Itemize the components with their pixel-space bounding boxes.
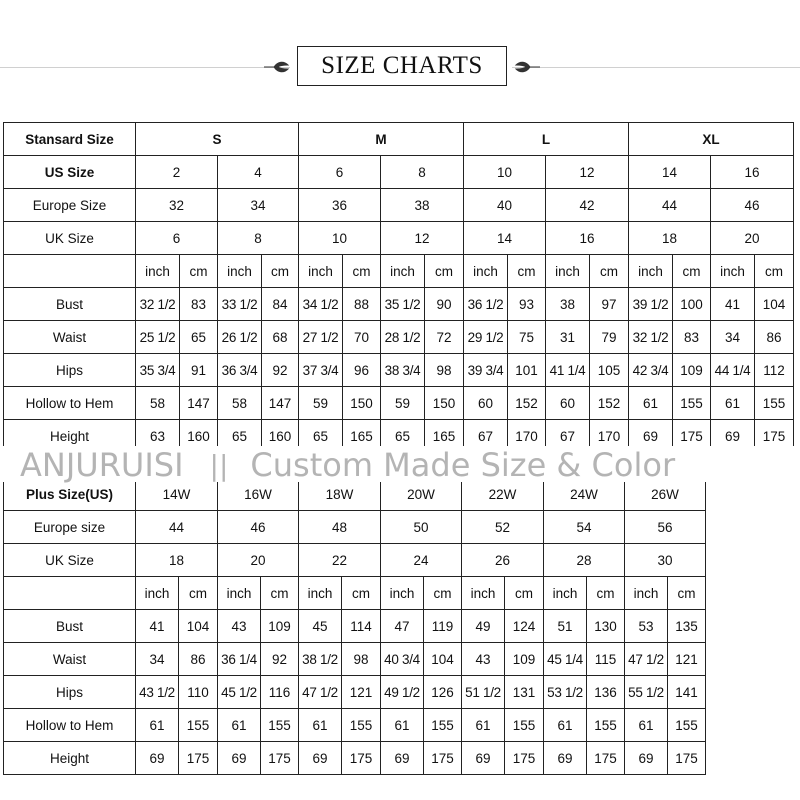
table-cell: 38 3/4 xyxy=(381,354,425,387)
table-cell: 58 xyxy=(218,387,262,420)
table-cell: 18 xyxy=(629,222,711,255)
table-cell: 53 1/2 xyxy=(544,676,587,709)
table-cell: 45 1/4 xyxy=(544,643,587,676)
table-cell: 2 xyxy=(136,156,218,189)
table-cell: 50 xyxy=(381,511,462,544)
table-cell: 42 xyxy=(546,189,629,222)
watermark-separator: || xyxy=(209,448,229,482)
table-cell: inch xyxy=(299,577,342,610)
plus-europe-size-row xyxy=(4,511,706,544)
plus-bust-row-label: Bust xyxy=(4,610,136,643)
table-cell: 72 xyxy=(425,321,464,354)
table-cell: 32 xyxy=(136,189,218,222)
table-cell: 22W xyxy=(462,478,544,511)
europe-size-row xyxy=(4,189,794,222)
table-cell: 10 xyxy=(464,156,546,189)
plus-unit-row-label xyxy=(4,577,136,610)
table-cell: 35 1/2 xyxy=(381,288,425,321)
table-cell: 26 1/2 xyxy=(218,321,262,354)
table-cell: 155 xyxy=(755,387,794,420)
table-cell: cm xyxy=(668,577,706,610)
table-cell: 130 xyxy=(587,610,625,643)
table-cell: 69 xyxy=(136,742,179,775)
table-cell: 52 xyxy=(462,511,544,544)
group-l: L xyxy=(464,123,629,156)
plus-us-size-row-label: Plus Size(US) xyxy=(4,478,136,511)
table-cell: 43 xyxy=(218,610,261,643)
table-cell: 70 xyxy=(343,321,381,354)
table-cell: 69 xyxy=(299,742,342,775)
table-cell: 175 xyxy=(179,742,218,775)
table-cell: 69 xyxy=(711,420,755,453)
table-cell: cm xyxy=(673,255,711,288)
table-cell: 20W xyxy=(381,478,462,511)
table-cell: 41 xyxy=(711,288,755,321)
hollow-to-hem-row xyxy=(4,387,794,420)
table-cell: 61 xyxy=(381,709,424,742)
table-cell: 61 xyxy=(544,709,587,742)
table-cell: 6 xyxy=(136,222,218,255)
table-cell: 104 xyxy=(755,288,794,321)
table-cell: 61 xyxy=(629,387,673,420)
plus-hips-row xyxy=(4,676,706,709)
table-cell: cm xyxy=(508,255,546,288)
table-cell: 10 xyxy=(299,222,381,255)
table-cell: 121 xyxy=(668,643,706,676)
table-cell: 126 xyxy=(424,676,462,709)
plus-europe-size-row-label: Europe size xyxy=(4,511,136,544)
table-cell: 59 xyxy=(381,387,425,420)
table-cell: 75 xyxy=(508,321,546,354)
plus-height-row xyxy=(4,742,706,775)
table-cell: 175 xyxy=(342,742,381,775)
table-cell: 170 xyxy=(590,420,629,453)
watermark xyxy=(20,445,780,485)
table-cell: 152 xyxy=(508,387,546,420)
watermark-text: Custom Made Size & Color xyxy=(250,446,676,484)
table-cell: 36 1/2 xyxy=(464,288,508,321)
table-cell: 33 1/2 xyxy=(218,288,262,321)
table-cell: inch xyxy=(381,577,424,610)
table-cell: 16W xyxy=(218,478,299,511)
table-cell: 31 xyxy=(546,321,590,354)
table-cell: 101 xyxy=(508,354,546,387)
table-cell: 43 1/2 xyxy=(136,676,179,709)
table-cell: 59 xyxy=(299,387,343,420)
table-cell: 38 xyxy=(381,189,464,222)
table-cell: 46 xyxy=(711,189,794,222)
table-cell: 51 xyxy=(544,610,587,643)
table-cell: 165 xyxy=(425,420,464,453)
table-cell: inch xyxy=(381,255,425,288)
table-cell: 155 xyxy=(424,709,462,742)
table-cell: 42 3/4 xyxy=(629,354,673,387)
table-cell: 20 xyxy=(711,222,794,255)
plus-height-row-label: Height xyxy=(4,742,136,775)
plus-uk-size-row-label: UK Size xyxy=(4,544,136,577)
europe-size-row-label: Europe Size xyxy=(4,189,136,222)
table-cell: 160 xyxy=(180,420,218,453)
table-cell: 155 xyxy=(179,709,218,742)
table-cell: 119 xyxy=(424,610,462,643)
table-cell: cm xyxy=(261,577,299,610)
table-cell: 32 1/2 xyxy=(629,321,673,354)
table-cell: inch xyxy=(299,255,343,288)
us-size-row-label: US Size xyxy=(4,156,136,189)
table-cell: 60 xyxy=(546,387,590,420)
group-m: M xyxy=(299,123,464,156)
table-cell: 110 xyxy=(179,676,218,709)
table-cell: 69 xyxy=(544,742,587,775)
table-cell: 96 xyxy=(343,354,381,387)
table-cell: 44 xyxy=(629,189,711,222)
table-cell: 147 xyxy=(262,387,299,420)
group-xl: XL xyxy=(629,123,794,156)
table-cell: 45 xyxy=(299,610,342,643)
title-rule-left xyxy=(0,67,290,68)
table-cell: 98 xyxy=(342,643,381,676)
table-cell: 38 xyxy=(546,288,590,321)
table-cell: 131 xyxy=(505,676,544,709)
table-cell: 90 xyxy=(425,288,464,321)
table-cell: 61 xyxy=(625,709,668,742)
table-cell: 22 xyxy=(299,544,381,577)
table-cell: 35 3/4 xyxy=(136,354,180,387)
table-cell: inch xyxy=(544,577,587,610)
title-rule-right xyxy=(512,67,800,68)
table-cell: 109 xyxy=(261,610,299,643)
page-title: SIZE CHARTS xyxy=(297,46,507,86)
table-cell: 175 xyxy=(673,420,711,453)
table-cell: cm xyxy=(179,577,218,610)
table-cell: 39 3/4 xyxy=(464,354,508,387)
table-cell: inch xyxy=(136,577,179,610)
ornament-left-icon xyxy=(262,57,292,77)
table-cell: 65 xyxy=(381,420,425,453)
table-cell: 175 xyxy=(587,742,625,775)
table-cell: 65 xyxy=(218,420,262,453)
table-cell: 49 xyxy=(462,610,505,643)
table-cell: 91 xyxy=(180,354,218,387)
plus-hips-row-label: Hips xyxy=(4,676,136,709)
height-row-label: Height xyxy=(4,420,136,453)
table-cell: 165 xyxy=(343,420,381,453)
table-cell: cm xyxy=(587,577,625,610)
table-cell: 175 xyxy=(261,742,299,775)
table-cell: 92 xyxy=(261,643,299,676)
table-cell: 34 xyxy=(218,189,299,222)
table-cell: 155 xyxy=(261,709,299,742)
table-cell: inch xyxy=(629,255,673,288)
table-cell: 24W xyxy=(544,478,625,511)
table-cell: cm xyxy=(262,255,299,288)
hips-row-label: Hips xyxy=(4,354,136,387)
table-cell: 65 xyxy=(299,420,343,453)
table-cell: 121 xyxy=(342,676,381,709)
bust-row xyxy=(4,288,794,321)
table-cell: 47 1/2 xyxy=(299,676,342,709)
table-cell: 155 xyxy=(505,709,544,742)
unit-row xyxy=(4,255,794,288)
table-cell: 16 xyxy=(711,156,794,189)
table-cell: 34 xyxy=(711,321,755,354)
table-cell: 155 xyxy=(342,709,381,742)
plus-hollow-to-hem-row-label: Hollow to Hem xyxy=(4,709,136,742)
table-cell: 28 1/2 xyxy=(381,321,425,354)
table-cell: 69 xyxy=(629,420,673,453)
table-cell: 37 3/4 xyxy=(299,354,343,387)
table-cell: 25 1/2 xyxy=(136,321,180,354)
plus-uk-size-row xyxy=(4,544,706,577)
table-cell: 147 xyxy=(180,387,218,420)
table-cell: 41 1/4 xyxy=(546,354,590,387)
table-cell: 34 1/2 xyxy=(299,288,343,321)
table-cell: 54 xyxy=(544,511,625,544)
plus-waist-row-label: Waist xyxy=(4,643,136,676)
table-cell: 58 xyxy=(136,387,180,420)
table-cell: 36 xyxy=(299,189,381,222)
table-cell: 105 xyxy=(590,354,629,387)
table-cell: 60 xyxy=(464,387,508,420)
table-cell: 39 1/2 xyxy=(629,288,673,321)
table-cell: 28 xyxy=(544,544,625,577)
table-cell: 69 xyxy=(625,742,668,775)
table-cell: 20 xyxy=(218,544,299,577)
table-cell: 46 xyxy=(218,511,299,544)
table-cell: 30 xyxy=(625,544,706,577)
bust-row-label: Bust xyxy=(4,288,136,321)
table-cell: 4 xyxy=(218,156,299,189)
table-cell: 63 xyxy=(136,420,180,453)
table-cell: 53 xyxy=(625,610,668,643)
table-cell: 18 xyxy=(136,544,218,577)
table-cell: 170 xyxy=(508,420,546,453)
waist-row-label: Waist xyxy=(4,321,136,354)
table-cell: inch xyxy=(136,255,180,288)
table-cell: 109 xyxy=(673,354,711,387)
table-cell: 36 1/4 xyxy=(218,643,261,676)
table-cell: 38 1/2 xyxy=(299,643,342,676)
unit-row-label xyxy=(4,255,136,288)
standard-size-table xyxy=(3,122,794,453)
table-cell: 114 xyxy=(342,610,381,643)
table-cell: 14 xyxy=(464,222,546,255)
table-cell: 152 xyxy=(590,387,629,420)
table-cell: 14W xyxy=(136,478,218,511)
table-cell: 48 xyxy=(299,511,381,544)
table-cell: cm xyxy=(343,255,381,288)
table-cell: 45 1/2 xyxy=(218,676,261,709)
hips-row xyxy=(4,354,794,387)
ornament-right-icon xyxy=(512,57,542,77)
table-cell: 83 xyxy=(180,288,218,321)
table-cell: 43 xyxy=(462,643,505,676)
table-cell: cm xyxy=(590,255,629,288)
table-cell: 36 3/4 xyxy=(218,354,262,387)
table-cell: 150 xyxy=(343,387,381,420)
table-cell: 61 xyxy=(136,709,179,742)
table-cell: 155 xyxy=(668,709,706,742)
table-cell: 155 xyxy=(587,709,625,742)
table-cell: 12 xyxy=(381,222,464,255)
table-cell: 116 xyxy=(261,676,299,709)
table-cell: 83 xyxy=(673,321,711,354)
table-cell: cm xyxy=(424,577,462,610)
table-cell: 98 xyxy=(425,354,464,387)
uk-size-row xyxy=(4,222,794,255)
table-cell: 56 xyxy=(625,511,706,544)
table-cell: cm xyxy=(505,577,544,610)
table-cell: 112 xyxy=(755,354,794,387)
table-cell: 175 xyxy=(755,420,794,453)
plus-hollow-to-hem-row xyxy=(4,709,706,742)
table-cell: cm xyxy=(755,255,794,288)
table-cell: 175 xyxy=(668,742,706,775)
hollow-to-hem-row-label: Hollow to Hem xyxy=(4,387,136,420)
table-cell: 100 xyxy=(673,288,711,321)
table-cell: 41 xyxy=(136,610,179,643)
table-cell: 109 xyxy=(505,643,544,676)
table-cell: cm xyxy=(342,577,381,610)
table-cell: 65 xyxy=(180,321,218,354)
table-cell: 175 xyxy=(505,742,544,775)
table-cell: 24 xyxy=(381,544,462,577)
group-s: S xyxy=(136,123,299,156)
table-cell: 61 xyxy=(218,709,261,742)
uk-size-row-label: UK Size xyxy=(4,222,136,255)
table-cell: 69 xyxy=(218,742,261,775)
table-cell: inch xyxy=(711,255,755,288)
table-cell: inch xyxy=(462,577,505,610)
table-cell: inch xyxy=(218,577,261,610)
table-cell: 40 3/4 xyxy=(381,643,424,676)
table-cell: 8 xyxy=(218,222,299,255)
table-cell: cm xyxy=(180,255,218,288)
plus-bust-row xyxy=(4,610,706,643)
table-cell: 136 xyxy=(587,676,625,709)
table-cell: 97 xyxy=(590,288,629,321)
table-cell: 29 1/2 xyxy=(464,321,508,354)
table-cell: 32 1/2 xyxy=(136,288,180,321)
table-cell: 104 xyxy=(424,643,462,676)
table-cell: 69 xyxy=(462,742,505,775)
table-cell: 175 xyxy=(424,742,462,775)
plus-unit-row xyxy=(4,577,706,610)
plus-size-table xyxy=(3,477,706,775)
table-cell: 67 xyxy=(546,420,590,453)
table-cell: 34 xyxy=(136,643,179,676)
table-cell: 86 xyxy=(179,643,218,676)
table-cell: inch xyxy=(625,577,668,610)
table-cell: 14 xyxy=(629,156,711,189)
plus-waist-row xyxy=(4,643,706,676)
table-cell: 93 xyxy=(508,288,546,321)
table-cell: inch xyxy=(464,255,508,288)
table-cell: 49 1/2 xyxy=(381,676,424,709)
table-cell: 55 1/2 xyxy=(625,676,668,709)
table-cell: 104 xyxy=(179,610,218,643)
table-cell: 61 xyxy=(462,709,505,742)
table-cell: 69 xyxy=(381,742,424,775)
standard-size-label: Stansard Size xyxy=(4,123,136,156)
table-cell: 79 xyxy=(590,321,629,354)
watermark-brand: ANJURUISI xyxy=(20,446,184,484)
table-cell: 141 xyxy=(668,676,706,709)
waist-row xyxy=(4,321,794,354)
table-cell: 150 xyxy=(425,387,464,420)
table-cell: 47 xyxy=(381,610,424,643)
table-cell: 6 xyxy=(299,156,381,189)
table-cell: inch xyxy=(218,255,262,288)
table-cell: 115 xyxy=(587,643,625,676)
table-cell: 84 xyxy=(262,288,299,321)
table-cell: 16 xyxy=(546,222,629,255)
table-cell: 92 xyxy=(262,354,299,387)
table-cell: 18W xyxy=(299,478,381,511)
table-cell: 51 1/2 xyxy=(462,676,505,709)
table-cell: cm xyxy=(425,255,464,288)
table-cell: 68 xyxy=(262,321,299,354)
table-cell: 135 xyxy=(668,610,706,643)
table-cell: inch xyxy=(546,255,590,288)
us-size-row xyxy=(4,156,794,189)
table-cell: 88 xyxy=(343,288,381,321)
table-cell: 40 xyxy=(464,189,546,222)
table-cell: 44 1/4 xyxy=(711,354,755,387)
table-cell: 61 xyxy=(711,387,755,420)
table-cell: 86 xyxy=(755,321,794,354)
table-cell: 67 xyxy=(464,420,508,453)
size-group-row xyxy=(4,123,794,156)
table-cell: 160 xyxy=(262,420,299,453)
table-cell: 155 xyxy=(673,387,711,420)
table-cell: 26W xyxy=(625,478,706,511)
table-cell: 44 xyxy=(136,511,218,544)
table-cell: 61 xyxy=(299,709,342,742)
table-cell: 27 1/2 xyxy=(299,321,343,354)
table-cell: 124 xyxy=(505,610,544,643)
table-cell: 26 xyxy=(462,544,544,577)
table-cell: 12 xyxy=(546,156,629,189)
table-cell: 8 xyxy=(381,156,464,189)
table-cell: 47 1/2 xyxy=(625,643,668,676)
